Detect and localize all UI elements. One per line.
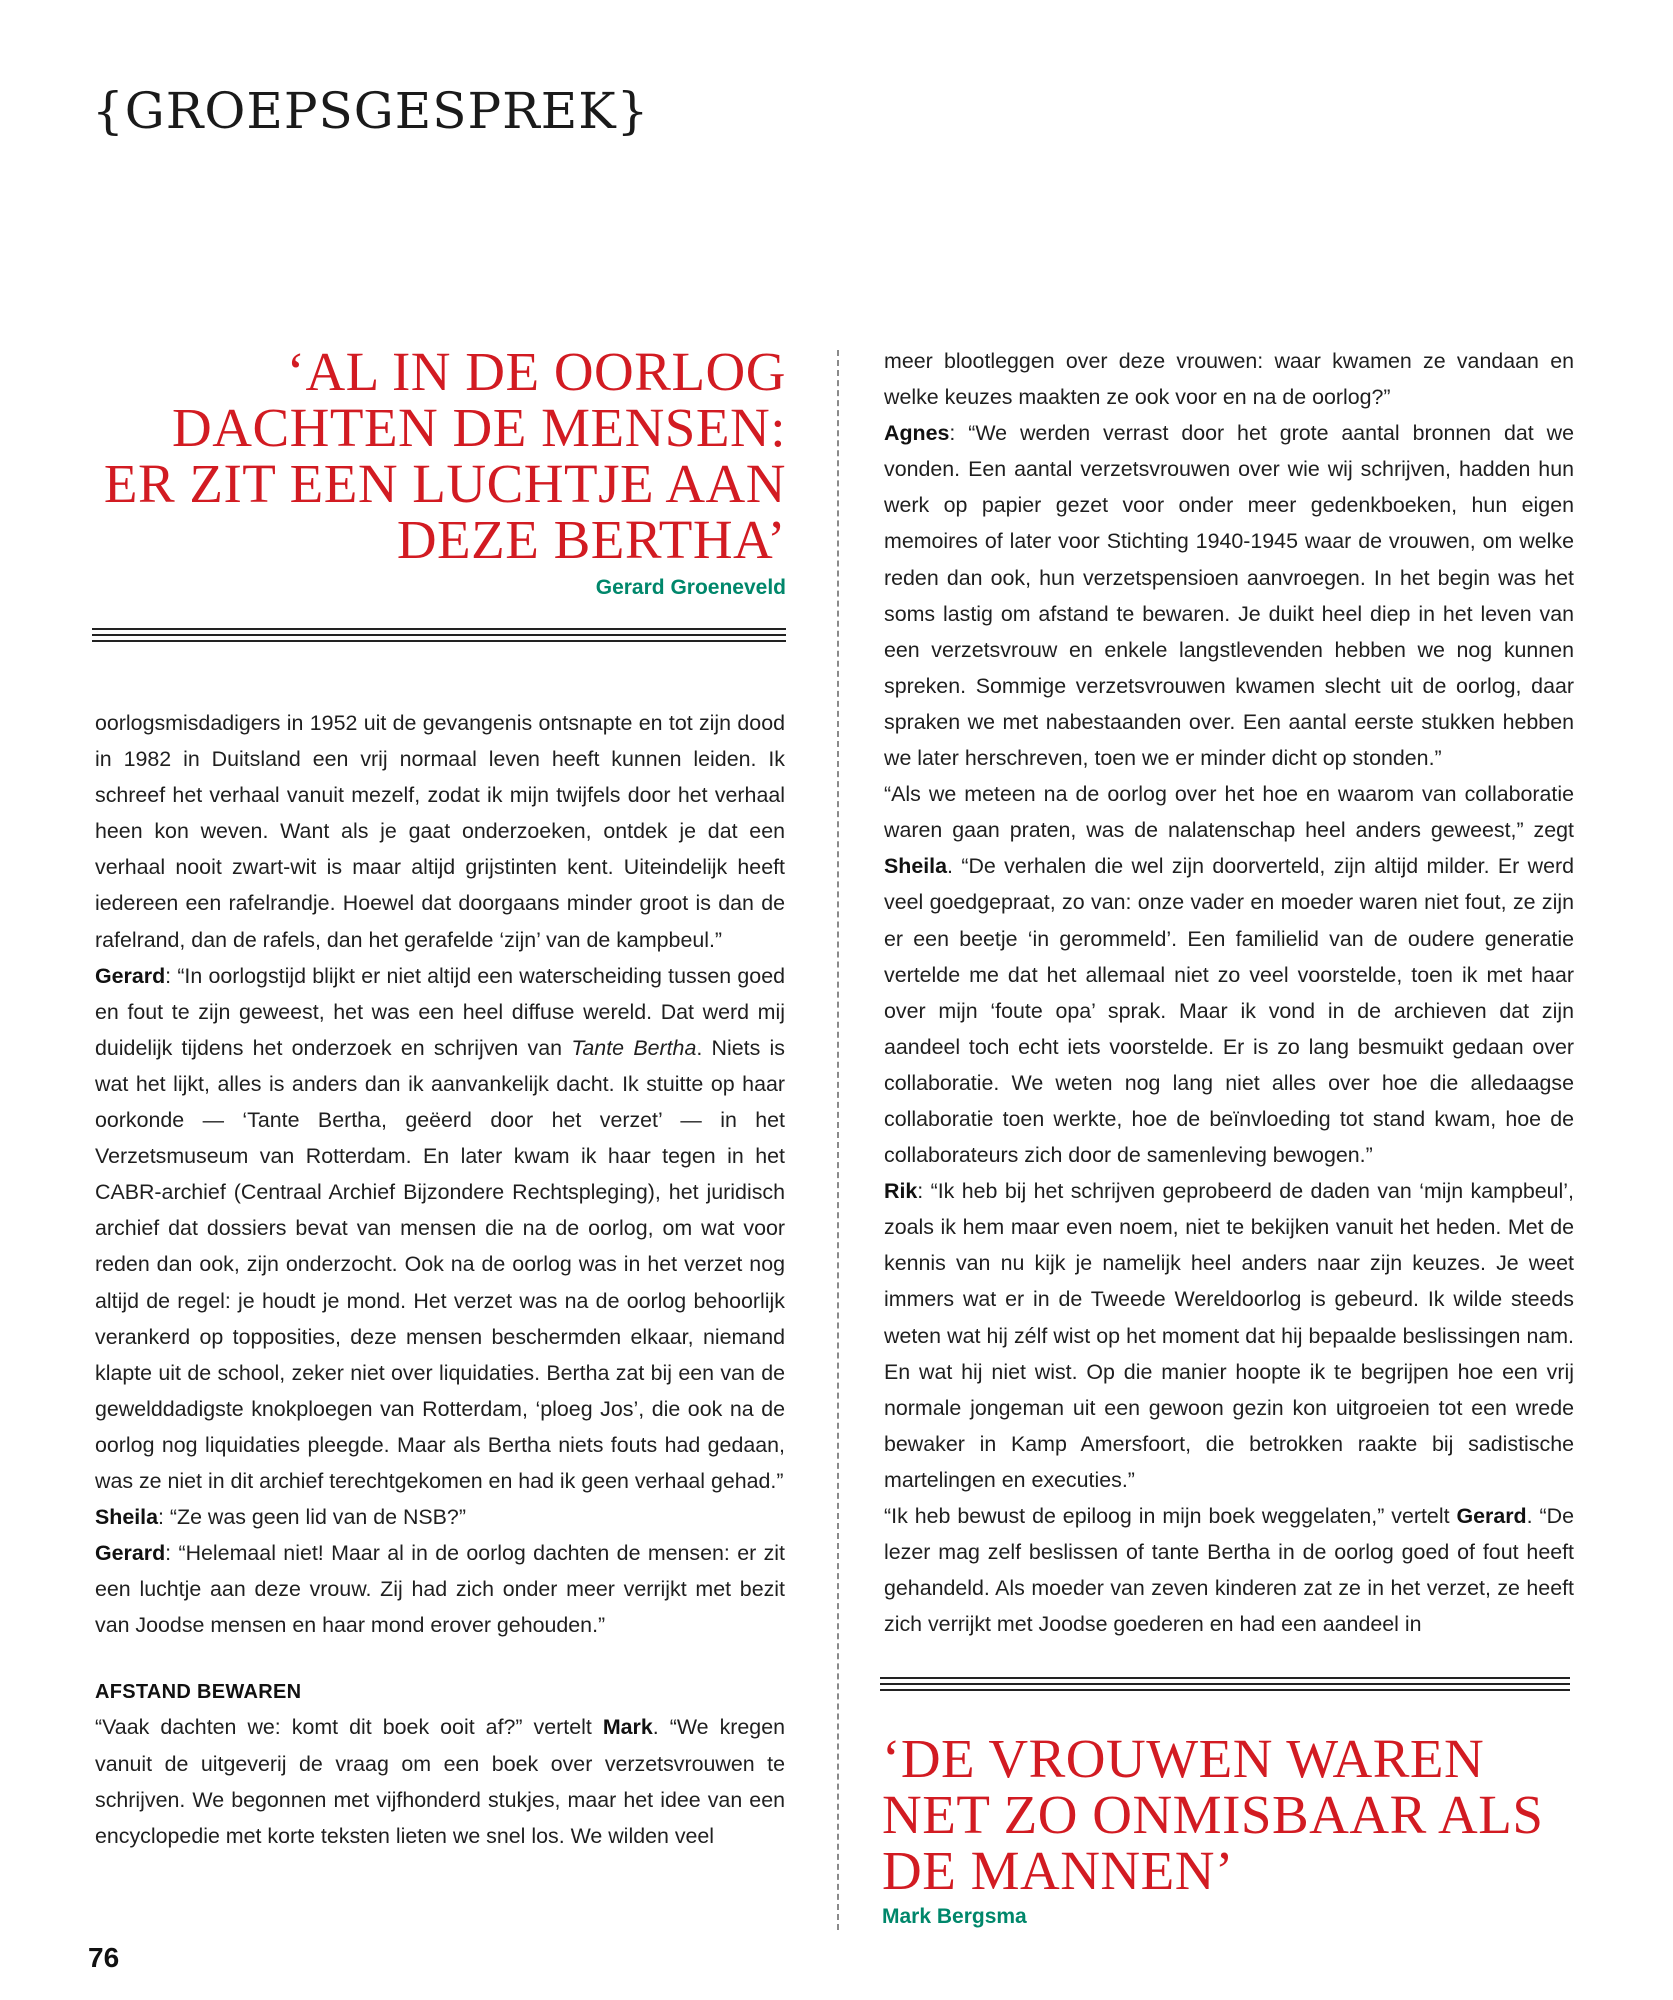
pullquote-bottom-attribution: Mark Bergsma xyxy=(882,1905,1027,1928)
paragraph-text: : “We werden verrast door het grote aantal bronnen dat we vonden. Een aantal verzetsvrouwen over wie wij schrijven, hadden hun werk op papier gezet voor onder meer gedenkboeken, hun eigen memoires of later voor Stichting 1940-1945 waar de vrouwen, om welke reden dan ook, hun verzetspensioen aanvroegen. In het begin was het soms lastig om afstand te bewaren. Je duikt heel diep in het leven van een verzetsvrouw en enkele langstlevenden hebben we nog kunnen spreken. Sommige verzetsvrouwen kwamen slecht uit de oorlog, daar spraken we met nabestaanden over. Een aantal eerste stukken hebben we later herschreven, toen we er minder dicht op stonden.” xyxy=(884,421,1574,771)
right-column xyxy=(884,343,1574,1642)
pullquote-line: NET ZO ONMISBAAR ALS xyxy=(882,1784,1544,1845)
speaker-name: Agnes xyxy=(884,421,950,446)
rule-line xyxy=(880,1689,1570,1691)
paragraph-text: : “In oorlogstijd blijkt er niet altijd een waterscheiding tussen goed en fout te zijn geweest, het was een heel diffuse wereld. Dat werd mij duidelijk tijdens het onderzoek en schrijven van xyxy=(95,963,785,1060)
paragraph-text: “Vaak dachten we: komt dit boek ooit af?” vertelt xyxy=(95,1715,603,1740)
pullquote-top-attribution: Gerard Groeneveld xyxy=(595,576,786,599)
speaker-name: Gerard xyxy=(95,1541,166,1566)
book-title: Tante Bertha xyxy=(571,1035,697,1060)
left-column xyxy=(95,705,785,1854)
section-tag: {GROEPSGESPREK} xyxy=(92,82,650,140)
paragraph-text: : “Helemaal niet! Maar al in de oorlog dachten de mensen: er zit een luchtje aan deze vrouw. Zij had zich onder meer verrijkt met bezit van Joodse mensen en haar mond erover gehouden.” xyxy=(95,1541,785,1638)
paragraph-text: “Ik heb bewust de epiloog in mijn boek weggelaten,” vertelt xyxy=(884,1504,1457,1528)
page-number: 76 xyxy=(88,1942,120,1973)
pullquote-line: ‘DE VROUWEN WAREN xyxy=(882,1728,1485,1789)
paragraph xyxy=(95,958,785,1499)
speaker-name: Mark xyxy=(602,1715,653,1740)
paragraph-text: . “We kregen vanuit de uitgeverij de vraag om een boek over verzetsvrouwen te schrijven. We begonnen met vijfhonderd stukjes, maar het idee van een encyclopedie met korte teksten lieten we snel los. We wilden veel xyxy=(95,1715,785,1848)
pullquote-line: DEZE BERTHA’ xyxy=(396,509,786,570)
speaker-name: Gerard xyxy=(95,963,166,988)
paragraph-text: : “Ze was geen lid van de NSB?” xyxy=(158,1505,466,1530)
paragraph xyxy=(884,415,1574,776)
rule-line xyxy=(880,1683,1570,1685)
section-heading: AFSTAND BEWAREN xyxy=(95,1681,302,1704)
speaker-name: Sheila xyxy=(884,854,948,879)
paragraph: oorlogsmisdadigers in 1952 uit de gevangenis ontsnapte en tot zijn dood in 1982 in Duitsland een vrij normaal leven heeft kunnen leiden. Ik schreef het verhaal vanuit mezelf, zodat ik mijn twijfels door het verhaal heen kon weven. Want als je gaat onderzoeken, ontdek je dat een verhaal nooit zwart-wit is maar altijd grijstinten kent. Uiteindelijk heeft iedereen een rafelrandje. Hoewel dat doorgaans minder groot is dan de rafelrand, dan de rafels, dan het gerafelde ‘zijn’ van de kampbeul.” xyxy=(95,711,785,952)
paragraph xyxy=(884,1173,1574,1498)
pullquote-line: DE MANNEN’ xyxy=(882,1840,1234,1901)
paragraph-text: . Niets is wat het lijkt, alles is anders dan ik aanvankelijk dacht. Ik stuitte op haar oorkonde — ‘Tante Bertha, geëerd door het verzet’ — in het Verzetsmuseum van Rotterdam. En later kwam ik haar tegen in het CABR-archief (Centraal Archief Bijzondere Rechtspleging), het juridisch archief dat dossiers bevat van mensen die na de oorlog, om wat voor reden dan ook, zijn onderzocht. Ook na de oorlog was in het verzet nog altijd de regel: je houdt je mond. Het verzet was na de oorlog behoorlijk verankerd op topposities, deze mensen beschermden elkaar, niemand klapte uit de school, zeker niet over liquidaties. Bertha zat bij een van de gewelddadigste knokploegen van Rotterdam, ‘ploeg Jos’, die ook na de oorlog nog liquidaties pleegde. Maar als Bertha niets fouts had gedaan, was ze niet in dit archief terechtgekomen en had ik geen verhaal gehad.” xyxy=(95,1035,786,1493)
paragraph xyxy=(884,776,1574,1173)
paragraph xyxy=(95,1535,785,1643)
paragraph-text: . “De lezer mag zelf beslissen of tante Bertha in de oorlog goed of fout heeft gehandeld. Als moeder van zeven kinderen zat ze in het verzet, ze heeft zich verrijkt met Joodse goederen en had een aandeel in xyxy=(884,1504,1574,1637)
rule-line xyxy=(92,634,786,636)
paragraph-text: “Als we meteen na de oorlog over het hoe en waarom van collaboratie waren gaan praten, was de nalatenschap heel anders geweest,” zegt xyxy=(884,782,1574,843)
rule-line xyxy=(92,628,786,630)
pullquote-line: ‘AL IN DE OORLOG xyxy=(286,341,786,402)
paragraph-text: . “De verhalen die wel zijn doorverteld, zijn altijd milder. Er werd veel goedgepraat, zo van: onze vader en moeder waren niet fout, ze zijn er een beetje ‘in gerommeld’. Een familielid van de oudere generatie vertelde me dat het allemaal niet zo veel voorstelde, toen ik met haar over mijn ‘foute opa’ sprak. Maar ik vond in de archieven dat zijn aandeel toch echt iets voorstelde. Er is zo lang besmuikt gedaan over collaboratie. We weten nog lang niet alles over hoe die alledaagse collaboratie toen werkte, hoe de beïnvloeding tot stand kwam, hoe de collaborateurs zich door de samenleving bewogen.” xyxy=(884,854,1574,1168)
paragraph xyxy=(95,1499,785,1535)
pullquote-line: ER ZIT EEN LUCHTJE AAN xyxy=(103,453,786,514)
rule-line xyxy=(92,640,786,642)
paragraph xyxy=(884,1498,1574,1642)
paragraph xyxy=(95,1709,785,1853)
speaker-name: Rik xyxy=(884,1179,918,1204)
speaker-name: Sheila xyxy=(95,1505,159,1530)
pullquote-top xyxy=(92,341,786,570)
paragraph-text: : “Ik heb bij het schrijven geprobeerd de daden van ‘mijn kampbeul’, zoals ik hem maar even noem, niet te bekijken vanuit het heden. Met de kennis van nu kijk je namelijk heel anders naar zijn keuzes. Je weet immers wat er in de Tweede Wereldoorlog is gebeurd. Ik wilde steeds weten wat hij zélf wist op het moment dat hij bepaalde beslissingen nam. En wat hij niet wist. Op die manier hoopte ik te begrijpen hoe een vrij normale jongeman uit een gewoon gezin kon uitgroeien tot een wrede bewaker in Kamp Amersfoort, die betrokken raakte bij sadistische martelingen en executies.” xyxy=(884,1179,1574,1492)
paragraph: meer blootleggen over deze vrouwen: waar kwamen ze vandaan en welke keuzes maakten ze ook voor en na de oorlog?” xyxy=(884,349,1574,410)
pullquote-line: DACHTEN DE MENSEN: xyxy=(172,397,786,458)
column-divider xyxy=(837,350,839,1930)
speaker-name: Gerard xyxy=(1456,1504,1527,1528)
pullquote-bottom xyxy=(882,1728,1602,1901)
rule-line xyxy=(880,1677,1570,1679)
